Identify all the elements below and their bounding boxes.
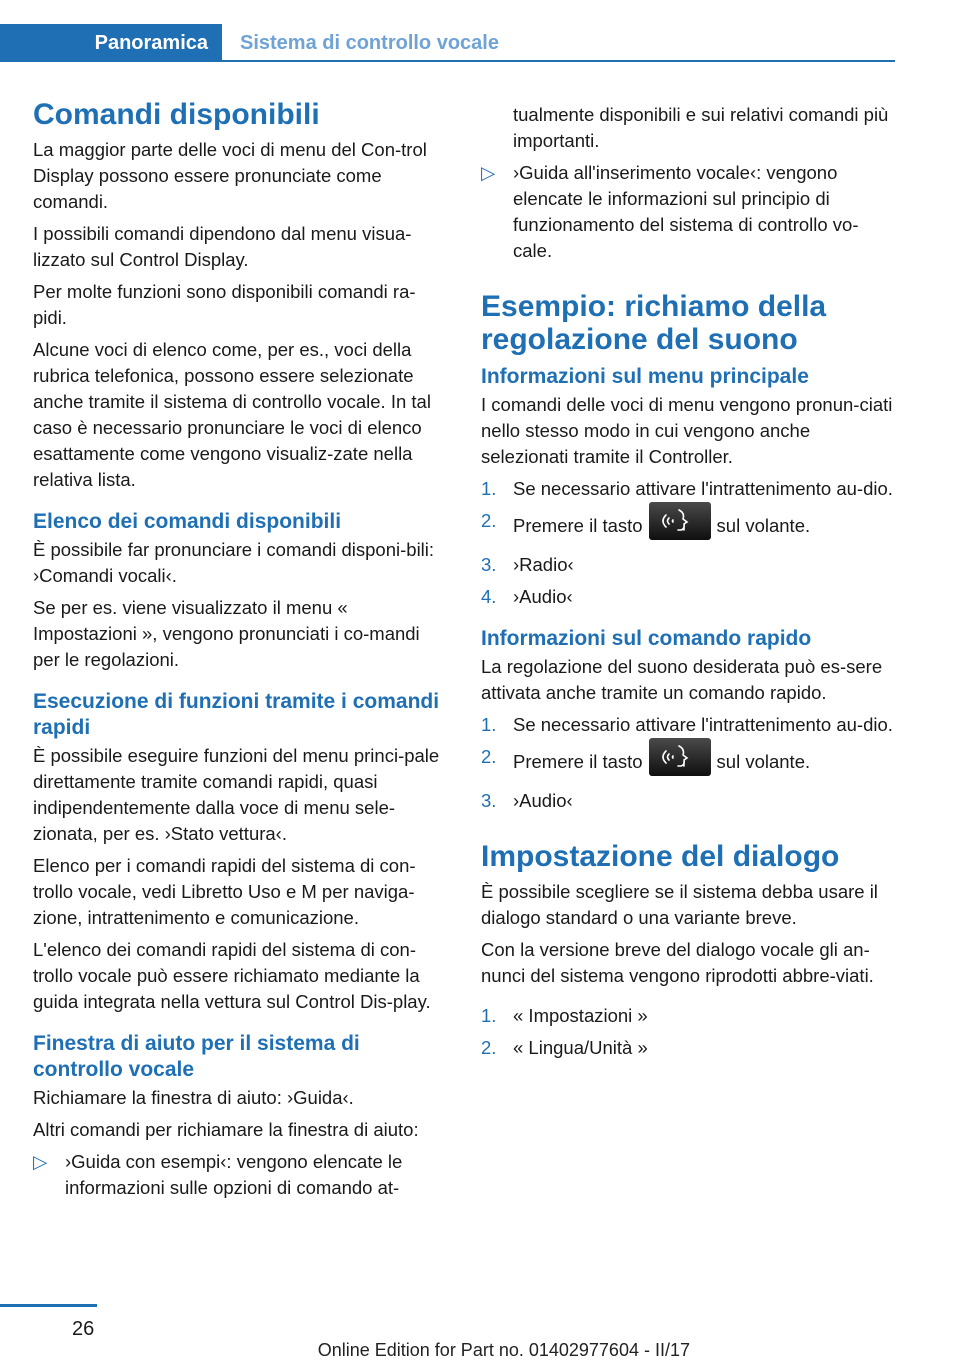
list-item-text: ›Guida con esempi‹: vengono elencate le informazioni sulle opzioni di comando at‐ — [65, 1151, 403, 1198]
step-number: 2. — [481, 1037, 497, 1058]
steps-list-menu — [481, 476, 896, 610]
step-item — [481, 1003, 896, 1029]
list-item — [33, 1149, 448, 1201]
paragraph: I possibili comandi dipendono dal menu visua‐lizzato sul Control Display. — [33, 223, 412, 270]
paragraph: Se per es. viene visualizzato il menu « Impostazioni », vengono pronunciati i co‐mandi per le regolazioni. — [33, 597, 420, 670]
paragraph: È possibile far pronunciare i comandi disponi‐bili: ›Comandi vocali‹. — [33, 539, 435, 586]
paragraph: La regolazione del suono desiderata può es‐sere attivata anche tramite un comando rapido. — [481, 656, 883, 703]
chapter-title: Sistema di controllo vocale — [240, 31, 499, 54]
page-header — [0, 24, 960, 62]
paragraph: I comandi delle voci di menu vengono pronun‐ciati nello stesso modo in cui vengono anche selezionati tramite il Controller. — [481, 394, 893, 467]
steps-list-rapido — [481, 712, 896, 814]
step-text: Se necessario attivare l'intrattenimento au‐dio. — [513, 478, 893, 499]
paragraph: Alcune voci di elenco come, per es., voci della rubrica telefonica, possono essere selezionate anche tramite il sistema di controllo vocale. In tal caso è necessario pronunciare le voci di elenco esattamente come vengono visualiz‐zate nella relativa lista. — [33, 339, 431, 490]
paragraph: Altri comandi per richiamare la finestra di aiuto: — [33, 1119, 419, 1140]
right-column — [481, 102, 896, 1067]
paragraph: Richiamare la finestra di aiuto: ›Guida‹. — [33, 1087, 354, 1108]
heading-menu-principale: Informazioni sul menu principale — [481, 365, 809, 388]
paragraph: Elenco per i comandi rapidi del sistema di con‐trollo vocale, vedi Libretto Uso e M per naviga‐zione, intrattenimento e comunicazione. — [33, 855, 416, 928]
step-item — [481, 508, 896, 546]
step-number: 1. — [481, 478, 497, 499]
section-tab: Panoramica — [0, 24, 222, 62]
paragraph: È possibile eseguire funzioni del menu princi‐pale direttamente tramite comandi rapidi, quasi indipendentemente dalla voce di menu sele‐zionata, per es. ›Stato vettura‹. — [33, 745, 440, 844]
heading-esempio: Esempio: richiamo della regolazione del suono — [481, 290, 827, 356]
page-number: 26 — [72, 1318, 95, 1340]
triangle-bullet-icon: ▷ — [481, 162, 496, 183]
step-text: sul volante. — [716, 514, 811, 536]
left-column — [33, 98, 448, 1207]
step-text: Premere il tasto — [513, 514, 643, 536]
step-item — [481, 584, 896, 610]
list-item — [481, 160, 896, 264]
paragraph: È possibile scegliere se il sistema debba usare il dialogo standard o una variante breve. — [481, 881, 878, 928]
heading-comandi-disponibili: Comandi disponibili — [33, 98, 320, 131]
step-item — [481, 552, 896, 578]
step-number: 1. — [481, 714, 497, 735]
triangle-bullet-icon: ▷ — [33, 1151, 48, 1172]
steps-list-dialogo — [481, 1003, 896, 1061]
list-item-text: ›Guida all'inserimento vocale‹: vengono elencate le informazioni sul principio di funzionamento del sistema di controllo vo‐cale. — [513, 162, 859, 261]
step-number: 1. — [481, 1005, 497, 1026]
step-item — [481, 476, 896, 502]
voice-command-button-icon — [649, 502, 711, 540]
paragraph: L'elenco dei comandi rapidi del sistema di con‐trollo vocale può essere richiamato mediante la guida integrata nella vettura sul Control Dis‐play. — [33, 939, 431, 1012]
paragraph: La maggior parte delle voci di menu del Con‐trol Display possono essere pronunciate come comandi. — [33, 139, 427, 212]
step-text: ›Audio‹ — [513, 586, 573, 607]
step-item — [481, 1035, 896, 1061]
heading-finestra-aiuto: Finestra di aiuto per il sistema di controllo vocale — [33, 1032, 360, 1081]
help-bullet-list — [33, 1149, 448, 1201]
step-number: 2. — [481, 746, 497, 767]
heading-comando-rapido: Informazioni sul comando rapido — [481, 627, 812, 650]
step-text: Se necessario attivare l'intrattenimento au‐dio. — [513, 714, 893, 735]
step-number: 2. — [481, 510, 497, 531]
step-item — [481, 744, 896, 782]
paragraph: Con la versione breve del dialogo vocale gli an‐nunci del sistema vengono riprodotti abbre‐viati. — [481, 939, 874, 986]
heading-esecuzione-funzioni: Esecuzione di funzioni tramite i comandi rapidi — [33, 690, 440, 739]
step-text: ›Audio‹ — [513, 790, 573, 811]
step-text: ›Radio‹ — [513, 554, 574, 575]
footer-divider — [0, 1304, 97, 1307]
step-number: 3. — [481, 790, 497, 811]
step-item — [481, 788, 896, 814]
heading-elenco-comandi: Elenco dei comandi disponibili — [33, 510, 342, 533]
header-divider — [222, 60, 895, 62]
help-bullet-list-cont — [481, 160, 896, 264]
step-text: sul volante. — [716, 750, 811, 772]
heading-impostazione-dialogo: Impostazione del dialogo — [481, 840, 840, 873]
step-item — [481, 712, 896, 738]
list-item-continuation: tualmente disponibili e sui relativi comandi più importanti. — [513, 104, 889, 151]
edition-note: Online Edition for Part no. 01402977604 - II/17 — [317, 1340, 690, 1360]
step-text: « Impostazioni » — [513, 1005, 648, 1026]
paragraph: Per molte funzioni sono disponibili comandi ra‐pidi. — [33, 281, 416, 328]
voice-command-button-icon — [649, 738, 711, 776]
step-text: « Lingua/Unità » — [513, 1037, 648, 1058]
step-number: 3. — [481, 554, 497, 575]
step-text: Premere il tasto — [513, 750, 643, 772]
step-number: 4. — [481, 586, 497, 607]
